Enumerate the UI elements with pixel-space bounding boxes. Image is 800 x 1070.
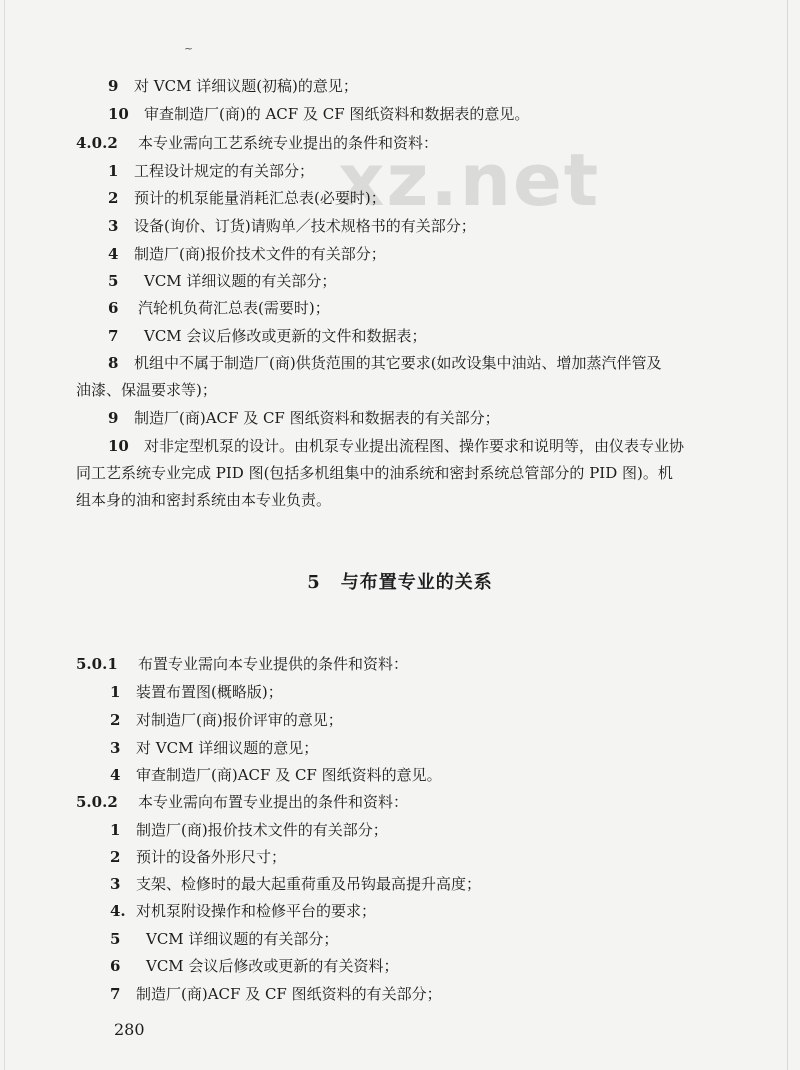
list-item: 1 装置布置图(概略版)；: [110, 683, 283, 701]
list-item: 3 设备(询价、订货)请购单／技术规格书的有关部分；: [108, 217, 476, 235]
list-item: 6 汽轮机负荷汇总表(需要时)；: [108, 299, 330, 317]
list-item: 2 对制造厂(商)报价评审的意见；: [110, 711, 343, 729]
list-item: 5 VCM 详细议题的有关部分；: [108, 272, 337, 290]
list-item: 9 制造厂(商)ACF 及 CF 图纸资料和数据表的有关部分；: [108, 409, 500, 427]
list-item-continuation: 同工艺系统专业完成 PID 图(包括多机组集中的油系统和密封系统总管部分的 PID 图)。机: [76, 464, 673, 482]
list-item: 3 支架、检修时的最大起重荷重及吊钩最高提升高度；: [110, 875, 482, 893]
section-heading: 5 与布置专业的关系: [307, 572, 493, 593]
list-item: 3 对 VCM 详细议题的意见；: [110, 739, 319, 757]
list-item: 2 预计的机泵能量消耗汇总表(必要时)；: [108, 189, 386, 207]
list-item-continuation: 油漆、保温要求等)；: [76, 381, 217, 399]
page-number: 280: [114, 1020, 145, 1039]
list-item: 4 审查制造厂(商)ACF 及 CF 图纸资料的意见。: [110, 766, 442, 784]
scan-edge-right: [787, 0, 788, 1070]
list-item: 6 VCM 会议后修改或更新的有关资料；: [110, 957, 399, 975]
list-item: 8 机组中不属于制造厂(商)供货范围的其它要求(如改设集中油站、增加蒸汽伴管及: [108, 354, 662, 372]
clause-heading: 4.0.2 本专业需向工艺系统专业提出的条件和资料：: [76, 134, 439, 152]
list-item: 10 审查制造厂(商)的 ACF 及 CF 图纸资料和数据表的意见。: [108, 105, 530, 123]
list-item: 5 VCM 详细议题的有关部分；: [110, 930, 339, 948]
list-item: 1 制造厂(商)报价技术文件的有关部分；: [110, 821, 388, 839]
scan-edge-left: [4, 0, 5, 1070]
clause-heading: 5.0.1 布置专业需向本专业提供的条件和资料：: [76, 655, 409, 673]
watermark: xz.net: [338, 138, 601, 222]
list-item: 4 制造厂(商)报价技术文件的有关部分；: [108, 245, 386, 263]
clause-heading: 5.0.2 本专业需向布置专业提出的条件和资料：: [76, 793, 409, 811]
list-item: 9 对 VCM 详细议题(初稿)的意见；: [108, 77, 358, 95]
list-item: 7 制造厂(商)ACF 及 CF 图纸资料的有关部分；: [110, 985, 442, 1003]
list-item: 4. 对机泵附设操作和检修平台的要求；: [110, 902, 377, 920]
list-item: 2 预计的设备外形尺寸；: [110, 848, 287, 866]
list-item: 1 工程设计规定的有关部分；: [108, 162, 315, 180]
list-item-continuation: 组本身的油和密封系统由本专业负责。: [76, 491, 332, 509]
pen-mark: ~: [184, 42, 194, 55]
list-item: 10 对非定型机泵的设计。由机泵专业提出流程图、操作要求和说明等，由仪表专业协: [108, 437, 685, 455]
list-item: 7 VCM 会议后修改或更新的文件和数据表；: [108, 327, 427, 345]
